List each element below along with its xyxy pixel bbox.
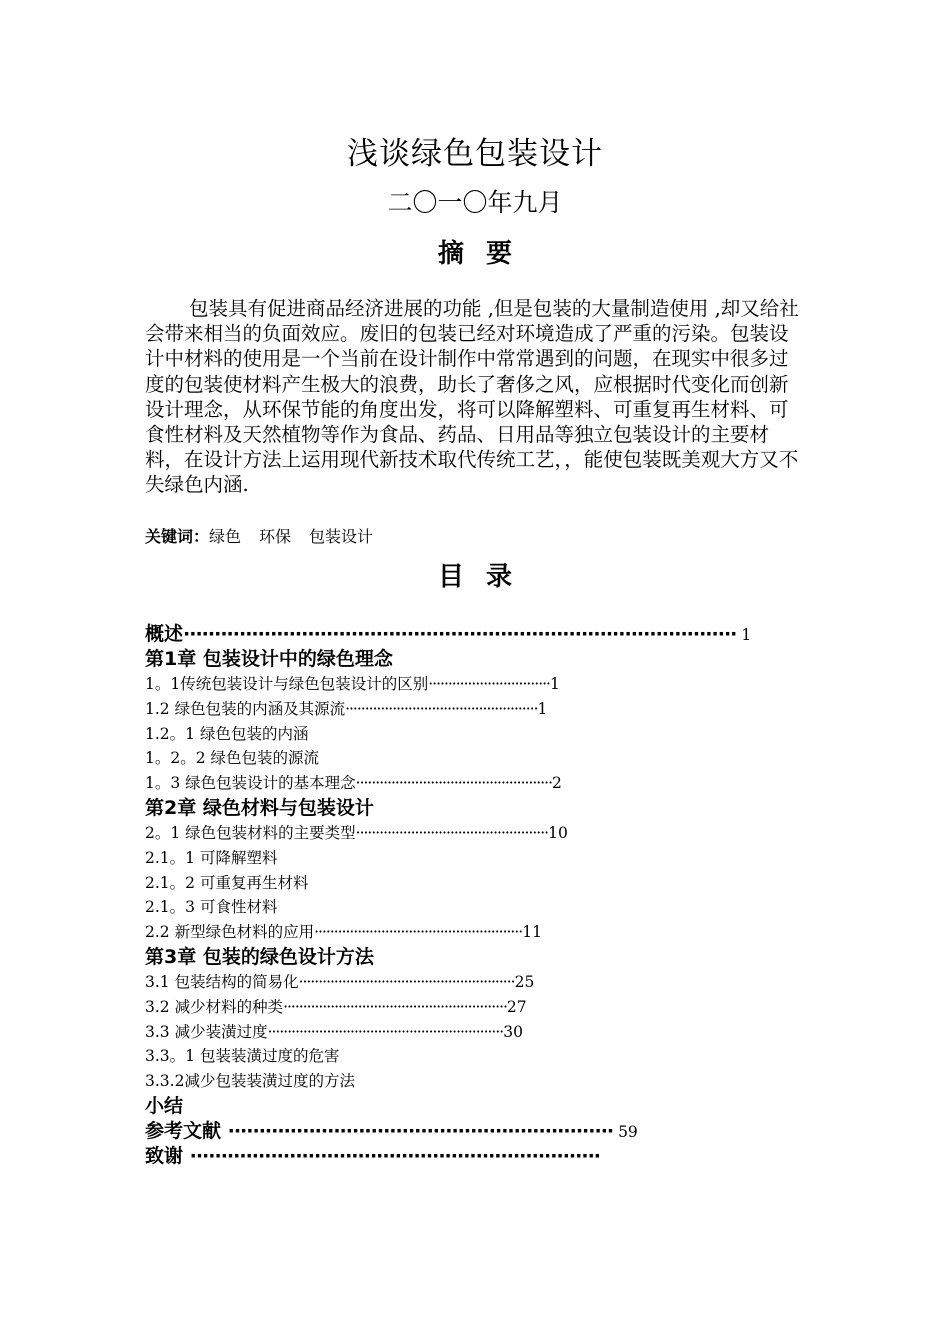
toc-entry[interactable] — [145, 821, 825, 846]
toc-entry-page: 25 — [514, 972, 535, 991]
toc-entry-title: 参考文献 — [145, 1119, 228, 1142]
toc-entry[interactable] — [145, 1044, 825, 1069]
toc-entry-title: 1。1传统包装设计与绿色包装设计的区别 — [145, 675, 429, 693]
toc-entry-leader: ······················································· — [298, 972, 515, 991]
keyword: 包装设计 — [309, 527, 374, 546]
keywords-label: 关键词： — [145, 527, 210, 546]
abstract-body: 包装具有促进商品经济进展的功能 ,但是包装的大量制造使用 ,却又给社会带来相当的负面效应。废旧的包装已经对环境造成了严重的污染。包装设计中材料的使用是一个当前在设计制作中常常遇到的问题，在现实中很多过度的包装使材料产生极大的浪费，助长了奢侈之风，应根据时代变化而创新设计理念，从环保节能的角度出发，将可以降解塑料、可重复再生材料、可食性材料及天然植物等作为食品、药品、日用品等独立包装设计的主要材料，在设计方法上运用现代新技术取代传统工艺，，能使包装既美观大方又不失绿色内涵. — [145, 297, 799, 497]
toc-entry-leader: ···························································· — [267, 1022, 504, 1041]
toc-entry-title: 3.2 减少材料的种类 — [145, 997, 284, 1016]
keyword: 绿色 — [209, 527, 242, 546]
toc-entry-title: 1。3 绿色包装设计的基本理念 — [145, 774, 356, 793]
toc-entry-leader: ················································· — [345, 699, 538, 718]
toc-entry-title: 2.1。3 可食性材料 — [145, 898, 278, 917]
toc-entry[interactable] — [145, 1020, 825, 1045]
toc-entry[interactable] — [145, 945, 825, 970]
toc-entry-title: 3.1 包装结构的简易化 — [145, 972, 299, 991]
toc-entry[interactable] — [145, 796, 825, 821]
toc-entry-leader: ························································· — [283, 997, 507, 1016]
toc-entry-title: 2.1。1 可降解塑料 — [145, 848, 278, 867]
toc-entry[interactable] — [145, 920, 825, 945]
toc-entry-page: 59 — [613, 1122, 638, 1141]
toc-entry[interactable] — [145, 746, 825, 771]
toc-entry-leader: ····················································· — [314, 923, 523, 942]
toc-entry[interactable] — [145, 895, 825, 920]
toc-entry[interactable] — [145, 995, 825, 1020]
toc-entry[interactable] — [145, 1119, 825, 1144]
toc-entry-title: 第3章 包装的绿色设计方法 — [145, 945, 374, 968]
table-of-contents — [145, 622, 825, 1169]
toc-entry-page: 27 — [506, 997, 527, 1016]
toc-entry[interactable] — [145, 622, 825, 647]
toc-entry[interactable] — [145, 1069, 825, 1094]
toc-entry-page: 2 — [552, 774, 562, 793]
toc-entry-title: 3.3。1 包装装潢过度的危害 — [145, 1047, 340, 1066]
toc-entry[interactable] — [145, 647, 825, 672]
toc-entry[interactable] — [145, 697, 825, 722]
toc-entry-leader: ················································· — [355, 823, 549, 842]
toc-entry-title: 3.3.2减少包装装潢过度的方法 — [145, 1072, 355, 1091]
toc-entry-title: 1.2。1 绿色包装的内涵 — [145, 724, 309, 743]
toc-entry-page: 1 — [736, 626, 752, 644]
toc-entry-title: 第2章 绿色材料与包装设计 — [145, 796, 374, 819]
toc-entry-leader: ·································································· — [189, 1144, 600, 1167]
toc-entry-leader: ······························· — [428, 675, 550, 693]
toc-entry[interactable] — [145, 846, 825, 871]
toc-entry-page: 10 — [548, 823, 568, 842]
toc-entry-page: 1 — [537, 699, 548, 718]
toc-entry-page: 11 — [522, 923, 542, 942]
toc-entry[interactable] — [145, 871, 825, 896]
toc-entry[interactable] — [145, 722, 825, 747]
document-date: 二〇一〇年九月 — [387, 188, 563, 217]
toc-entry-page: 1 — [549, 675, 560, 693]
toc-entry-title: 2.1。2 可重复再生材料 — [145, 873, 309, 892]
toc-entry[interactable] — [145, 970, 825, 995]
toc-heading: 目录 — [437, 562, 534, 592]
toc-entry-page: 30 — [503, 1022, 523, 1041]
toc-entry[interactable] — [145, 672, 825, 697]
keyword: 环保 — [259, 527, 292, 546]
toc-entry-title: 2.2 新型绿色材料的应用 — [145, 923, 315, 942]
toc-entry-title: 2。1 绿色包装材料的主要类型 — [145, 823, 356, 842]
toc-entry-title: 3.3 减少装潢过度 — [145, 1022, 268, 1041]
toc-entry[interactable] — [145, 1094, 825, 1119]
toc-entry-leader: ·················································· — [355, 774, 553, 793]
toc-entry[interactable] — [145, 1144, 825, 1169]
toc-entry-leader: ························································································· — [183, 623, 737, 645]
toc-entry-title: 1。2。2 绿色包装的源流 — [145, 749, 320, 768]
toc-entry-title: 致谢 — [145, 1144, 190, 1167]
toc-entry[interactable] — [145, 771, 825, 796]
toc-entry-title: 1.2 绿色包装的内涵及其源流 — [145, 699, 346, 718]
document-title: 浅谈绿色包装设计 — [347, 136, 603, 172]
toc-entry-leader: ······························································ — [227, 1119, 614, 1142]
abstract-heading: 摘要 — [437, 239, 534, 269]
toc-entry-title: 第1章 包装设计中的绿色理念 — [145, 648, 393, 670]
keywords-line — [145, 524, 391, 547]
toc-entry-title: 小结 — [145, 1094, 184, 1117]
toc-entry-title: 概述 — [145, 623, 184, 645]
